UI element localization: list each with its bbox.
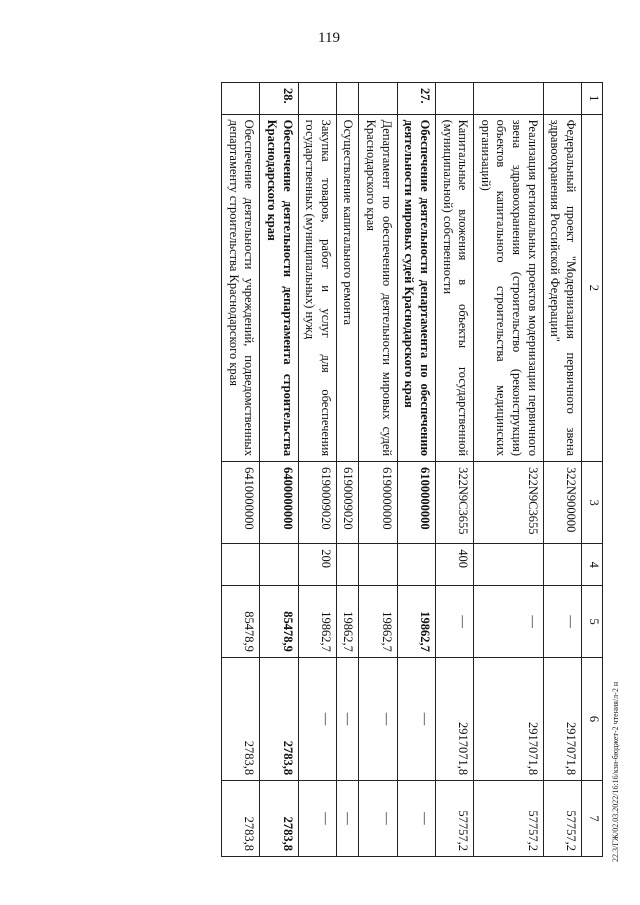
row-col7: — [298,781,336,857]
header-col-1: 1 [582,83,603,115]
row-name: Обеспечение деятельности учреждений, подведомственных департаменту строительства Краснодарского края [222,114,260,462]
row-name: Закупка товаров, работ и услуг для обеспечения государственных (муниципальных) нужд [298,114,336,462]
row-col5: 85478,9 [260,586,298,658]
row-col7: 57757,2 [474,781,544,857]
header-col-2: 2 [582,114,603,462]
row-col7: — [397,781,435,857]
row-number: 28. [260,83,298,115]
table-row [436,83,474,857]
budget-table [221,82,603,857]
header-col-7: 7 [582,781,603,857]
row-name: Капитальные вложения в объекты государственной (муниципальной) собственности [436,114,474,462]
row-col5: 19862,7 [298,586,336,658]
row-vr [222,544,260,586]
row-vr: 200 [298,544,336,586]
row-col6: — [298,657,336,780]
header-col-6: 6 [582,657,603,780]
row-code: 6400000000 [260,462,298,544]
row-vr [397,544,435,586]
table-row [222,83,260,857]
table-body [222,83,582,857]
row-col6: 2783,8 [222,657,260,780]
row-number [543,83,581,115]
row-col6: 2917071,8 [474,657,544,780]
row-code: 322N9C3655 [436,462,474,544]
row-code: 6100000000 [397,462,435,544]
row-name: Реализация региональных проектов модернизации первичного звена здравоохранения (строительство (реконструкция) объектов капитального строительства медицинских организаций) [474,114,544,462]
row-vr [474,544,544,586]
row-name: Обеспечение деятельности департамента строительства Краснодарского края [260,114,298,462]
table-row-section [260,83,298,857]
header-col-3: 3 [582,462,603,544]
row-col5: — [436,586,474,658]
row-name: Федеральный проект "Модернизация первичного звена здравоохранения Российской Федерации" [543,114,581,462]
row-code: 6190009020 [336,462,359,544]
row-col6: — [359,657,397,780]
row-col6: — [336,657,359,780]
header-col-4: 4 [582,544,603,586]
row-code: 6410000000 [222,462,260,544]
table-row [359,83,397,857]
page-number: 119 [318,30,340,46]
row-col7: 57757,2 [543,781,581,857]
row-col6: 2783,8 [260,657,298,780]
footer-note: 22.3/ГЖ/02.03.2022/16:16/кзи-бюджет-2 чтения/л-2 н [611,681,620,862]
row-col5: 85478,9 [222,586,260,658]
row-col5: 19862,7 [359,586,397,658]
row-col7: — [336,781,359,857]
row-name: Департамент по обеспечению деятельности мировых судей Краснодарского края [359,114,397,462]
row-col7: 2783,8 [260,781,298,857]
table-row [543,83,581,857]
row-code: 322N9C3655 [474,462,544,544]
table-row-section [397,83,435,857]
row-vr [359,544,397,586]
row-number [474,83,544,115]
row-col7: 2783,8 [222,781,260,857]
row-vr [336,544,359,586]
row-col5: 19862,7 [336,586,359,658]
row-vr: 400 [436,544,474,586]
table-row [298,83,336,857]
table-row [474,83,544,857]
row-name: Обеспечение деятельности департамента по обеспечению деятельности мировых судей Краснодарского края [397,114,435,462]
table-header [582,83,603,857]
row-number [336,83,359,115]
row-number [298,83,336,115]
row-number [359,83,397,115]
row-number [222,83,260,115]
row-number [436,83,474,115]
row-code: 6190000000 [359,462,397,544]
row-vr [543,544,581,586]
row-col7: — [359,781,397,857]
row-col5: — [543,586,581,658]
header-col-5: 5 [582,586,603,658]
row-col6: — [397,657,435,780]
row-col6: 2917071,8 [436,657,474,780]
row-code: 6190009020 [298,462,336,544]
row-col6: 2917071,8 [543,657,581,780]
budget-table-rotated [108,82,603,857]
row-vr [260,544,298,586]
row-col7: 57757,2 [436,781,474,857]
row-number: 27. [397,83,435,115]
row-col5: 19862,7 [397,586,435,658]
row-code: 322N900000 [543,462,581,544]
row-name: Осуществление капитального ремонта [336,114,359,462]
row-col5: — [474,586,544,658]
table-row [336,83,359,857]
